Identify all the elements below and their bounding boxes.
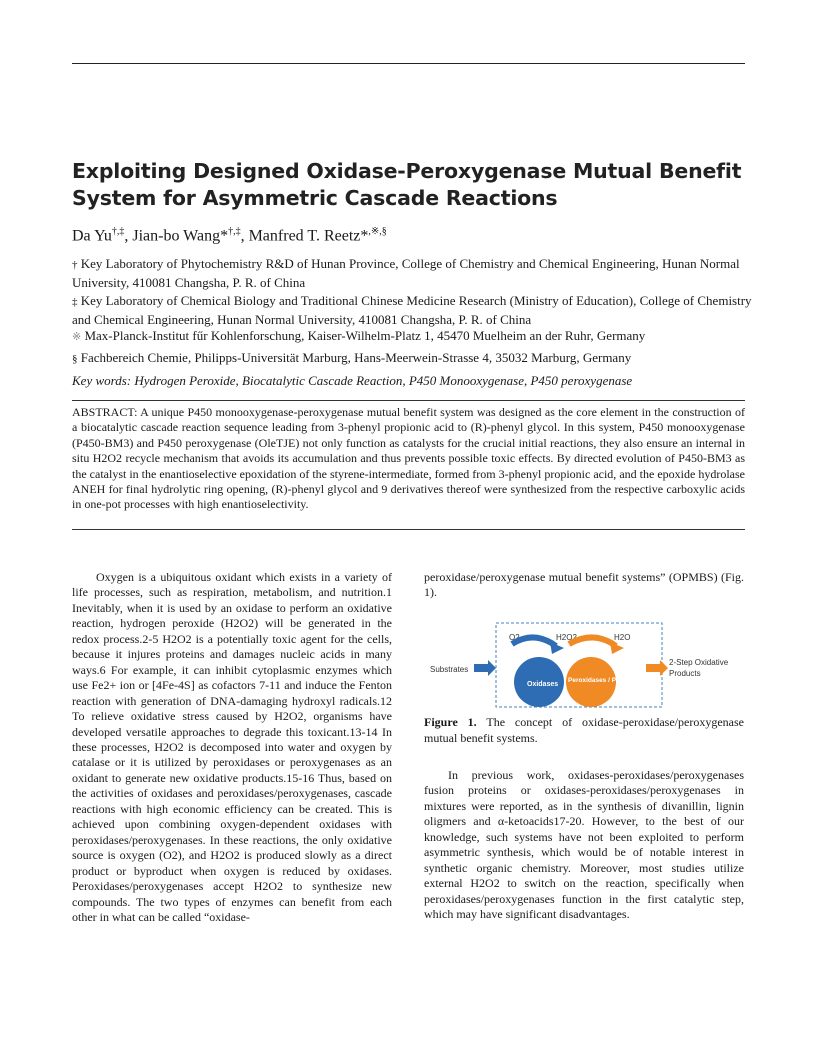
o2-label: O2	[509, 633, 520, 642]
caption-label: Figure 1.	[424, 715, 477, 729]
paper-title: Exploiting Designed Oxidase-Peroxygenase Mutual Benefit System for Asymmetric Cascade Reactions	[72, 159, 742, 210]
output-arrow	[646, 660, 668, 676]
body-column-right-bottom	[424, 768, 744, 923]
author-3: Manfred T. Reetz*	[248, 227, 369, 245]
affiliation-1-symbol: †	[72, 259, 78, 271]
author-2-marks: †,‡	[228, 226, 241, 237]
author-3-marks: ,※,§	[368, 226, 387, 237]
author-1-marks: †,‡	[111, 226, 125, 237]
caption-text: The concept of oxidase-peroxidase/peroxygenase mutual benefit systems.	[424, 715, 744, 745]
affiliation-3	[72, 327, 752, 346]
body-paragraph-2: peroxidase/peroxygenase mutual benefit systems” (OPMBS) (Fig. 1).	[424, 570, 744, 600]
affiliation-3-text: Max-Planck-Institut fűr Kohlenforschung, Kaiser-Wilhelm-Platz 1, 45470 Muelheim an der Ruhr, Germany	[84, 328, 646, 343]
abstract-box	[72, 400, 745, 530]
peroxidase-arrow-arc	[569, 637, 616, 646]
keywords: Key words: Hydrogen Peroxide, Biocatalytic Cascade Reaction, P450 Monooxygenase, P450 peroxygenase	[72, 373, 633, 388]
affiliation-2	[72, 292, 752, 329]
header-rule	[72, 63, 745, 64]
figure-1	[424, 620, 744, 710]
body-column-left	[72, 570, 392, 925]
substrates-label: Substrates	[430, 665, 469, 674]
affiliation-4-text: Fachbereich Chemie, Philipps-Universität Marburg, Hans-Meerwein-Strasse 4, 35032 Marburg, Germany	[80, 350, 632, 365]
oxidase-arrow-arc	[512, 637, 556, 646]
body-column-right-top	[424, 570, 744, 601]
h2o2-label: H2O2	[556, 633, 577, 642]
affiliation-1	[72, 255, 752, 292]
affiliation-2-symbol: ‡	[72, 296, 78, 308]
affiliation-4	[72, 349, 752, 368]
oxidases-label: Oxidases	[527, 681, 559, 688]
author-list: Da Yu†,‡, Jian-bo Wang*†,‡, Manfred T. Reetz*,※,§	[72, 226, 387, 245]
body-paragraph-3: In previous work, oxidases-peroxidases/peroxygenases fusion proteins or oxidases-peroxidases/peroxygenases in mixtures were reported, as in the synthesis of divanillin, lignin oligmers and α-ketoacids17-20. However, to the best of our knowledge, such systems have not been exploited to perform asymmetric synthesis, which would be of notable interest in synthetic organic chemistry. Moreover, most studies utilize external H2O2 to switch on the reaction, specifically when peroxidases/peroxygenases function in the first catalytic step, which may have significant disadvantages.	[424, 768, 744, 922]
h2o-label: H2O	[614, 633, 631, 642]
figure-1-diagram	[424, 620, 744, 710]
peroxidases-label: Peroxidases / Peroxygenases	[568, 677, 660, 684]
author-1: Da Yu	[72, 227, 112, 245]
author-2: Jian-bo Wang*	[132, 227, 229, 245]
affiliation-4-symbol: §	[72, 353, 78, 365]
products-label-line-2: Products	[669, 669, 701, 678]
abstract-text: ABSTRACT: A unique P450 monooxygenase-peroxygenase mutual benefit system was designed as the core element in the construction of a biocatalytic cascade reaction sequence leading from 3-phenyl propionic acid to (R)-phenyl glycol. In this system, P450 monooxygenase (P450-BM3) and P450 peroxygenase (OleTJE) not only function as catalysts for the crucial initial reactions, they also ensure an internal in situ H2O2 recycle mechanism that avoids its accumulation and thus prevents possible toxic effects. By directed evolution of P450-BM3 as the catalyst in the enantioselective epoxidation of the styrene-intermediate, formed from 3-phenyl propionic acid, and the epoxide hydrolase ANEH for final hydrolytic ring opening, (R)-phenyl glycol and 9 derivatives thereof were synthesized from the respective carboxylic acids in one-pot processes with high enantioselectivity.	[72, 405, 745, 512]
body-paragraph-1: Oxygen is a ubiquitous oxidant which exists in a variety of life processes, such as respiration, metabolism, and nutrition.1 Inevitably, when it is used by an oxidase to perform an oxidative reaction, hydrogen peroxide (H2O2) will be generated in the redox process.2-5 H2O2 is a potentially toxic agent for the cells, because it injures proteins and damages nucleic acids in many ways.6 For example, it can inhibit cytoplasmic enzymes which use Fe2+ ion or [4Fe-4S] as cofactors 7-11 and induce the Fenton reaction with generation of DNA-damaging hydroxyl radicals.12 To relieve oxidative stress caused by H2O2, organisms have developed versatile approaches to degrade this toxicant.13-14 In these processes, H2O2 is decomposed into water and oxygen by catalase or it is utilized by peroxidases or peroxygenases as an oxidant to generate new oxidative products.15-16 Thus, based on the activities of oxidases and peroxidases/peroxygenases, cascade reactions with high economic efficiency can be created. This is achieved upon combining oxygen-dependent oxidases with peroxidases/peroxygenases. In these reactions, the only oxidative source is oxygen (O2), and H2O2 is produced slowly as a direct product or byproduct when oxygen is reduced by oxidases. Peroxidases/peroxygenases accept H2O2 to synthesize new compounds. The two types of enzymes can benefit from each other in what can be called “oxidase-	[72, 570, 392, 924]
affiliation-3-symbol: ※	[72, 331, 82, 343]
affiliation-2-text: Key Laboratory of Chemical Biology and Traditional Chinese Medicine Research (Ministry of Education), College of Chemistry and Chemical Engineering, Hunan Normal University, 410081 Changsha, P. R. of China	[72, 293, 752, 327]
products-label-line-1: 2-Step Oxidative	[669, 658, 729, 667]
input-arrow	[474, 660, 496, 676]
figure-1-caption	[424, 715, 744, 746]
affiliation-1-text: Key Laboratory of Phytochemistry R&D of Hunan Province, College of Chemistry and Chemical Engineering, Hunan Normal University, 410081 Changsha, P. R. of China	[72, 256, 740, 290]
